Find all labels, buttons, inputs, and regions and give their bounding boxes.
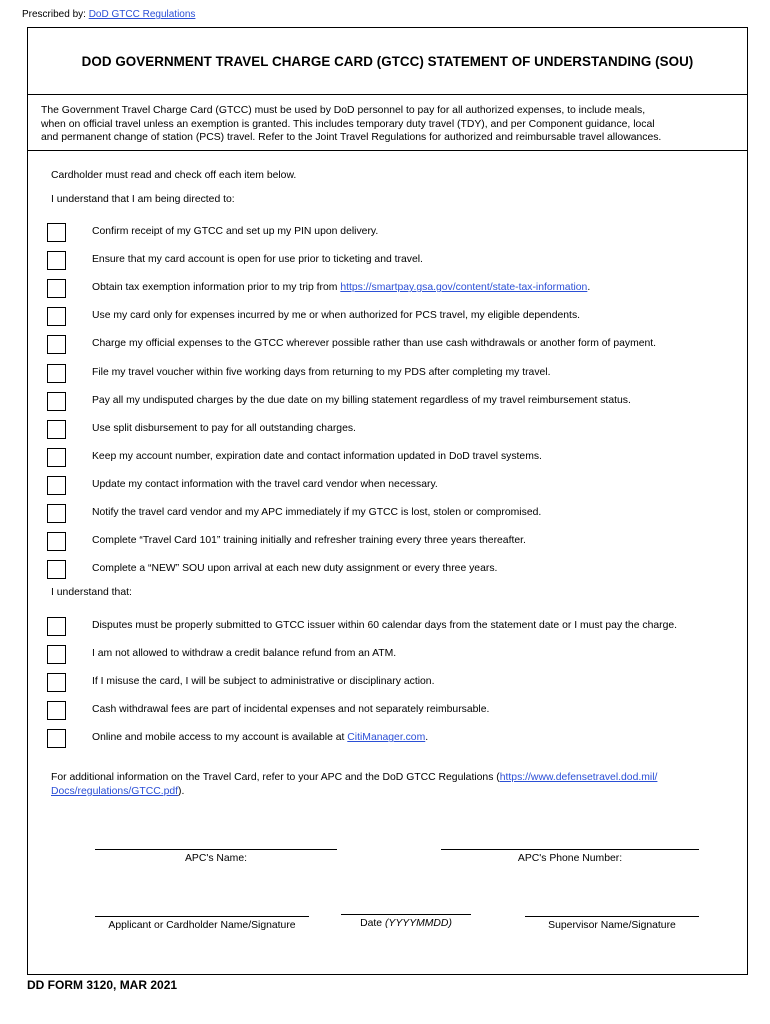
checklist-item-label: Use my card only for expenses incurred by me or when authorized for PCS travel, my eligible dependents. — [92, 310, 581, 322]
checklist-item-label: I am not allowed to withdraw a credit balance refund from an ATM. — [92, 648, 397, 660]
checklist-item-text — [92, 676, 434, 687]
checklist-item-text — [92, 563, 497, 574]
checklist-item — [47, 476, 737, 501]
checklist-item — [47, 279, 737, 304]
gtcc-regulations-link-cont[interactable]: Docs/regulations/GTCC.pdf — [51, 785, 179, 797]
checklist-item-label: Obtain tax exemption information prior to my trip from — [92, 282, 341, 294]
date-label-text: Date — [360, 918, 383, 929]
checklist-item-text — [92, 704, 489, 715]
apc-name-label: APC's Name: — [184, 853, 248, 864]
checklist-item-text — [92, 648, 396, 659]
checklist-item — [47, 448, 737, 473]
checkbox[interactable] — [47, 335, 66, 354]
checklist-item-text — [92, 282, 590, 293]
checklist-item-label: If I misuse the card, I will be subject to administrative or disciplinary action. — [92, 676, 435, 688]
checklist-item-text — [92, 423, 356, 434]
checklist-item — [47, 392, 737, 417]
intro-line: when on official travel unless an exemption is granted. This includes temporary duty travel (TDY), and per Component guidance, local — [41, 118, 655, 130]
checkbox[interactable] — [47, 279, 66, 298]
applicant-signature-label: Applicant or Cardholder Name/Signature — [108, 920, 296, 931]
checklist-item-label: Disputes must be properly submitted to GTCC issuer within 60 calendar days from the statement date or I must pay the charge. — [92, 620, 678, 631]
form-frame — [27, 27, 748, 975]
checklist-item-label: Online and mobile access to my account is available at — [92, 732, 348, 744]
checkbox[interactable] — [47, 504, 66, 523]
intro-line: and permanent change of station (PCS) travel. Refer to the Joint Travel Regulations for authorized and reimbursable travel allowances. — [41, 132, 662, 144]
checklist-item-label: Keep my account number, expiration date and contact information updated in DoD travel systems. — [92, 450, 542, 462]
apc-phone-label: APC's Phone Number: — [517, 853, 623, 864]
checklist-item — [47, 645, 737, 670]
checklist-item-text — [92, 310, 580, 321]
supervisor-signature-label: Supervisor Name/Signature — [548, 920, 676, 931]
checklist-item-text — [92, 535, 526, 546]
date-line[interactable] — [341, 914, 471, 915]
gtcc-regulations-link[interactable]: https://www.defensetravel.dod.mil/ — [499, 772, 658, 783]
must-read-instruction: Cardholder must read and check off each item below. — [51, 170, 297, 181]
checklist-item — [47, 560, 737, 585]
checkbox[interactable] — [47, 251, 66, 270]
checklist-item-end: . — [425, 732, 429, 744]
checklist-item-label: Update my contact information with the travel card vendor when necessary. — [92, 478, 438, 490]
prescribed-by-label: Prescribed by: — [22, 9, 86, 20]
supervisor-signature-line[interactable] — [525, 916, 699, 917]
checklist-item — [47, 223, 737, 248]
additional-info — [51, 771, 657, 798]
form-number: DD FORM 3120, MAR 2021 — [27, 978, 178, 992]
checklist-item-label: Notify the travel card vendor and my APC immediately if my GTCC is lost, stolen or compromised. — [92, 507, 542, 518]
checklist-item-label: Confirm receipt of my GTCC and set up my PIN upon delivery. — [92, 226, 379, 237]
checklist-item-text — [92, 451, 542, 462]
prescribed-by — [22, 9, 195, 20]
checklist-item-text — [92, 395, 631, 406]
checklist-item-end: . — [587, 282, 591, 294]
checklist-item-label: Complete a “NEW” SOU upon arrival at each new duty assignment or every three years. — [92, 563, 498, 575]
checklist-item-text — [92, 479, 438, 490]
checkbox[interactable] — [47, 476, 66, 495]
checklist-item-text — [92, 507, 541, 518]
checklist-item-text — [92, 620, 677, 631]
checklist-item — [47, 532, 737, 557]
checklist-item-label: Pay all my undisputed charges by the due date on my billing statement regardless of my travel reimbursement status. — [92, 394, 631, 406]
checkbox[interactable] — [47, 223, 66, 242]
checklist-item — [47, 420, 737, 445]
checkbox[interactable] — [47, 617, 66, 636]
checklist-item-label: Cash withdrawal fees are part of incidental expenses and not separately reimbursable. — [92, 704, 490, 716]
checklist-item-label: File my travel voucher within five working days from returning to my PDS after completing my travel. — [92, 366, 551, 378]
checklist-item-label: Use split disbursement to pay for all outstanding charges. — [92, 422, 356, 434]
intro-paragraph — [28, 95, 747, 151]
checklist-item — [47, 335, 737, 360]
checklist-item — [47, 251, 737, 276]
checkbox[interactable] — [47, 448, 66, 467]
checkbox[interactable] — [47, 420, 66, 439]
understand-heading: I understand that: — [51, 587, 132, 598]
checkbox[interactable] — [47, 532, 66, 551]
directed-heading: I understand that I am being directed to: — [51, 194, 235, 205]
checklist-item — [47, 673, 737, 698]
checklist-item-label: Charge my official expenses to the GTCC wherever possible rather than use cash withdrawals or another form of payment. — [92, 338, 657, 350]
prescribed-by-link[interactable]: DoD GTCC Regulations — [88, 9, 196, 20]
checklist-item — [47, 701, 737, 726]
checklist-item-link[interactable]: https://smartpay.gsa.gov/content/state-tax-information — [340, 282, 588, 294]
checklist-item-text — [92, 732, 428, 743]
apc-phone-line[interactable] — [441, 849, 699, 850]
checklist-item — [47, 617, 737, 642]
checklist-item-link[interactable]: CitiManager.com — [347, 732, 426, 744]
additional-info-end: ). — [178, 785, 185, 797]
checklist-item-label: Ensure that my card account is open for use prior to ticketing and travel. — [92, 254, 423, 266]
additional-info-text: For additional information on the Travel Card, refer to your APC and the DoD GTCC Regulations ( — [51, 772, 500, 783]
checkbox[interactable] — [47, 392, 66, 411]
date-format: (YYYYMMDD) — [384, 918, 452, 929]
checklist-item-text — [92, 254, 423, 265]
date-label — [341, 918, 471, 929]
form-title: DOD GOVERNMENT TRAVEL CHARGE CARD (GTCC) STATEMENT OF UNDERSTANDING (SOU) — [28, 28, 747, 95]
checklist-item-text — [92, 338, 656, 349]
checkbox[interactable] — [47, 673, 66, 692]
apc-name-line[interactable] — [95, 849, 337, 850]
intro-line: The Government Travel Charge Card (GTCC) must be used by DoD personnel to pay for all authorized expenses, to include meals, — [41, 105, 646, 116]
checklist-item — [47, 364, 737, 389]
checkbox[interactable] — [47, 729, 66, 748]
checkbox[interactable] — [47, 560, 66, 579]
checkbox[interactable] — [47, 307, 66, 326]
checklist-item — [47, 504, 737, 529]
checklist-item — [47, 729, 737, 754]
checklist-item-text — [92, 226, 378, 237]
checklist-item-text — [92, 367, 551, 378]
checkbox[interactable] — [47, 364, 66, 383]
checkbox[interactable] — [47, 701, 66, 720]
checkbox[interactable] — [47, 645, 66, 664]
applicant-signature-line[interactable] — [95, 916, 309, 917]
checklist-item-label: Complete “Travel Card 101” training initially and refresher training every three years thereafter. — [92, 535, 526, 547]
checklist-item — [47, 307, 737, 332]
